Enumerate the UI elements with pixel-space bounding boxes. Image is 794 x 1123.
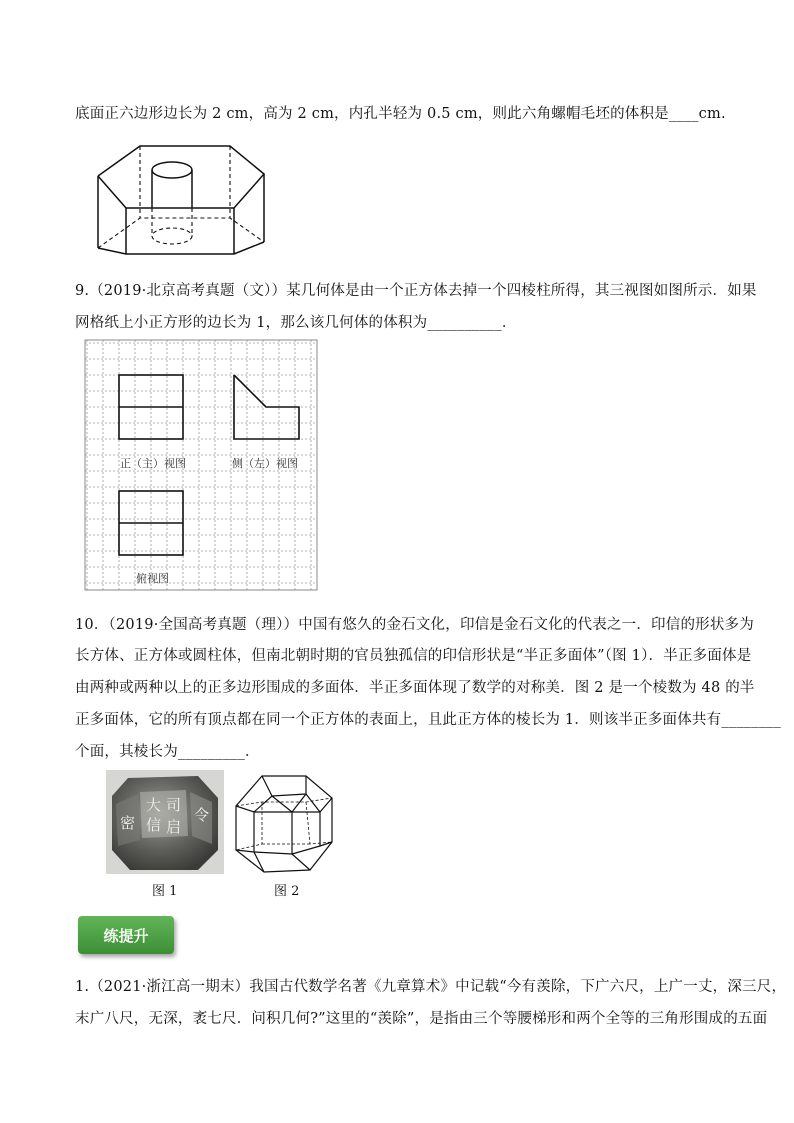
figure-1-caption: 图 1 [152,884,178,899]
seal-char-3: 信 [146,816,162,834]
q10-line-4: 正多面体，它的所有顶点都在同一个正方体的表面上，且此正方体的棱长为 1．则该半正多面体共有________ [75,712,781,728]
q9-line-2: 网格纸上小正方形的边长为 1，那么该几何体的体积为__________． [75,315,517,331]
seal-char-1: 大 [146,796,162,814]
seal-char-4: 令 [194,806,210,824]
practice-section-badge: 练提升 [78,916,174,954]
three-view-grid-figure [84,339,320,593]
seal-char-6: 启 [166,818,182,836]
p1-line-1: 1.（2021·浙江高一期末）我国古代数学名著《九章算术》中记载“今有羡除，下广六尺，上广一丈，深三尺， [75,979,787,995]
q10-line-2: 长方体、正方体或圆柱体，但南北朝时期的官员独孤信的印信形状是“半正多面体”（图 1）．半正多面体是 [75,648,752,664]
p1-line-2: 末广八尺，无深，袤七尺．问积几何?”这里的“羡除”，是指由三个等腰梯形和两个全等的三角形围成的五面 [75,1011,768,1027]
hex-nut-figure [88,136,278,266]
intro-text: 底面正六边形边长为 2 cm，高为 2 cm，内孔半轻为 0.5 cm，则此六角螺帽毛坯的体积是____cm. [75,106,726,122]
polyhedron-figure [232,772,340,882]
q10-line-5: 个面，其棱长为_________． [75,744,260,760]
figure-2-caption: 图 2 [274,884,300,899]
seal-char-5: 密 [120,814,136,832]
seal-photo [106,770,224,874]
top-view-label: 俯视图 [136,572,169,585]
front-view-label: 正（主）视图 [120,457,186,470]
side-view-label: 侧（左）视图 [232,457,298,470]
seal-char-2: 司 [166,796,182,814]
q10-line-1: 10．（2019·全国高考真题（理））中国有悠久的金石文化，印信是金石文化的代表之一．印信的形状多为 [75,617,754,633]
q10-line-3: 由两种或两种以上的正多边形围成的多面体．半正多面体现了数学的对称美．图 2 是一个棱数为 48 的半 [75,680,755,696]
side-view [234,375,299,439]
q9-line-1: 9.（2019·北京高考真题（文））某几何体是由一个正方体去掉一个四棱柱所得，其三视图如图所示．如果 [75,283,757,299]
